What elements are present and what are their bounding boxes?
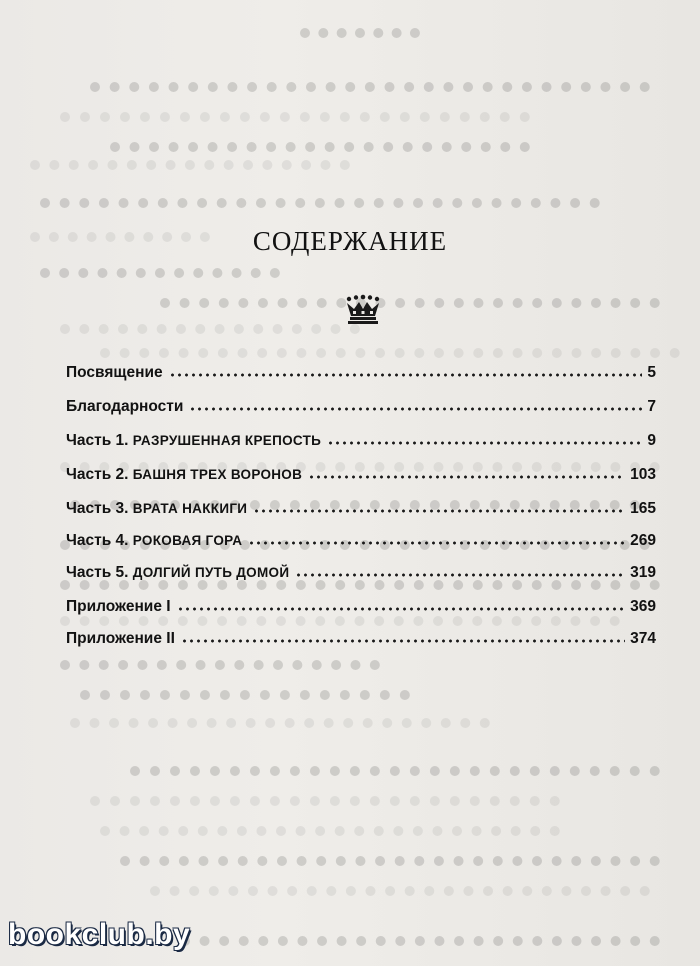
toc-entry-part-3[interactable] (66, 492, 656, 518)
dot-leader (181, 639, 625, 643)
toc-entry-label: Приложение I (66, 598, 171, 615)
toc-entry-label (66, 466, 302, 484)
dot-leader (327, 441, 642, 445)
toc-page-number: 103 (630, 466, 656, 483)
toc-entry-dedication[interactable] (66, 356, 656, 382)
toc-page-number: 269 (630, 532, 656, 549)
toc-entry-part-1[interactable] (66, 424, 656, 450)
toc-entry-label: Благодарности (66, 398, 184, 415)
toc-entry-part-2[interactable] (66, 458, 656, 484)
part-number: Часть 2. (66, 466, 133, 483)
toc-page-number: 374 (630, 630, 656, 647)
part-title: РАЗРУШЕННАЯ КРЕПОСТЬ (132, 433, 322, 448)
toc-page-number: 165 (630, 500, 656, 517)
crown-ornament-icon (343, 294, 383, 326)
dot-leader (248, 541, 625, 545)
dot-leader (295, 573, 625, 577)
part-number: Часть 1. (66, 432, 133, 449)
part-title: ДОЛГИЙ ПУТЬ ДОМОЙ (132, 565, 290, 580)
toc-page-number: 9 (647, 432, 656, 449)
dot-leader (189, 407, 642, 411)
dot-leader (169, 373, 643, 377)
part-title: РОКОВАЯ ГОРА (132, 533, 243, 548)
toc-page-number: 5 (647, 364, 656, 381)
part-title: ВРАТА НАККИГИ (132, 501, 248, 516)
toc-entry-label: Посвящение (66, 364, 163, 381)
part-title: БАШНЯ ТРЕХ ВОРОНОВ (132, 467, 303, 482)
page-title: СОДЕРЖАНИЕ (252, 226, 448, 256)
toc-entry-part-4[interactable] (66, 524, 656, 550)
toc-entry-label: Приложение II (66, 630, 175, 647)
toc-entry-label (66, 532, 242, 550)
toc-page-number: 7 (647, 398, 656, 415)
toc-entry-part-5[interactable] (66, 556, 656, 582)
toc-entry-appendix-2[interactable] (66, 622, 656, 648)
part-number: Часть 5. (66, 564, 133, 581)
dot-leader (253, 509, 625, 513)
part-number: Часть 3. (66, 500, 133, 517)
toc-page-number: 319 (630, 564, 656, 581)
toc-entry-label (66, 500, 247, 518)
site-watermark: bookclub.by (8, 918, 191, 951)
toc-entry-label (66, 432, 321, 450)
part-number: Часть 4. (66, 532, 133, 549)
toc-entry-appendix-1[interactable] (66, 590, 656, 616)
dot-leader (308, 475, 625, 479)
toc-entry-acknowledgements[interactable] (66, 390, 656, 416)
toc-entry-label (66, 564, 289, 582)
dot-leader (177, 607, 626, 611)
toc-page-number: 369 (630, 598, 656, 615)
